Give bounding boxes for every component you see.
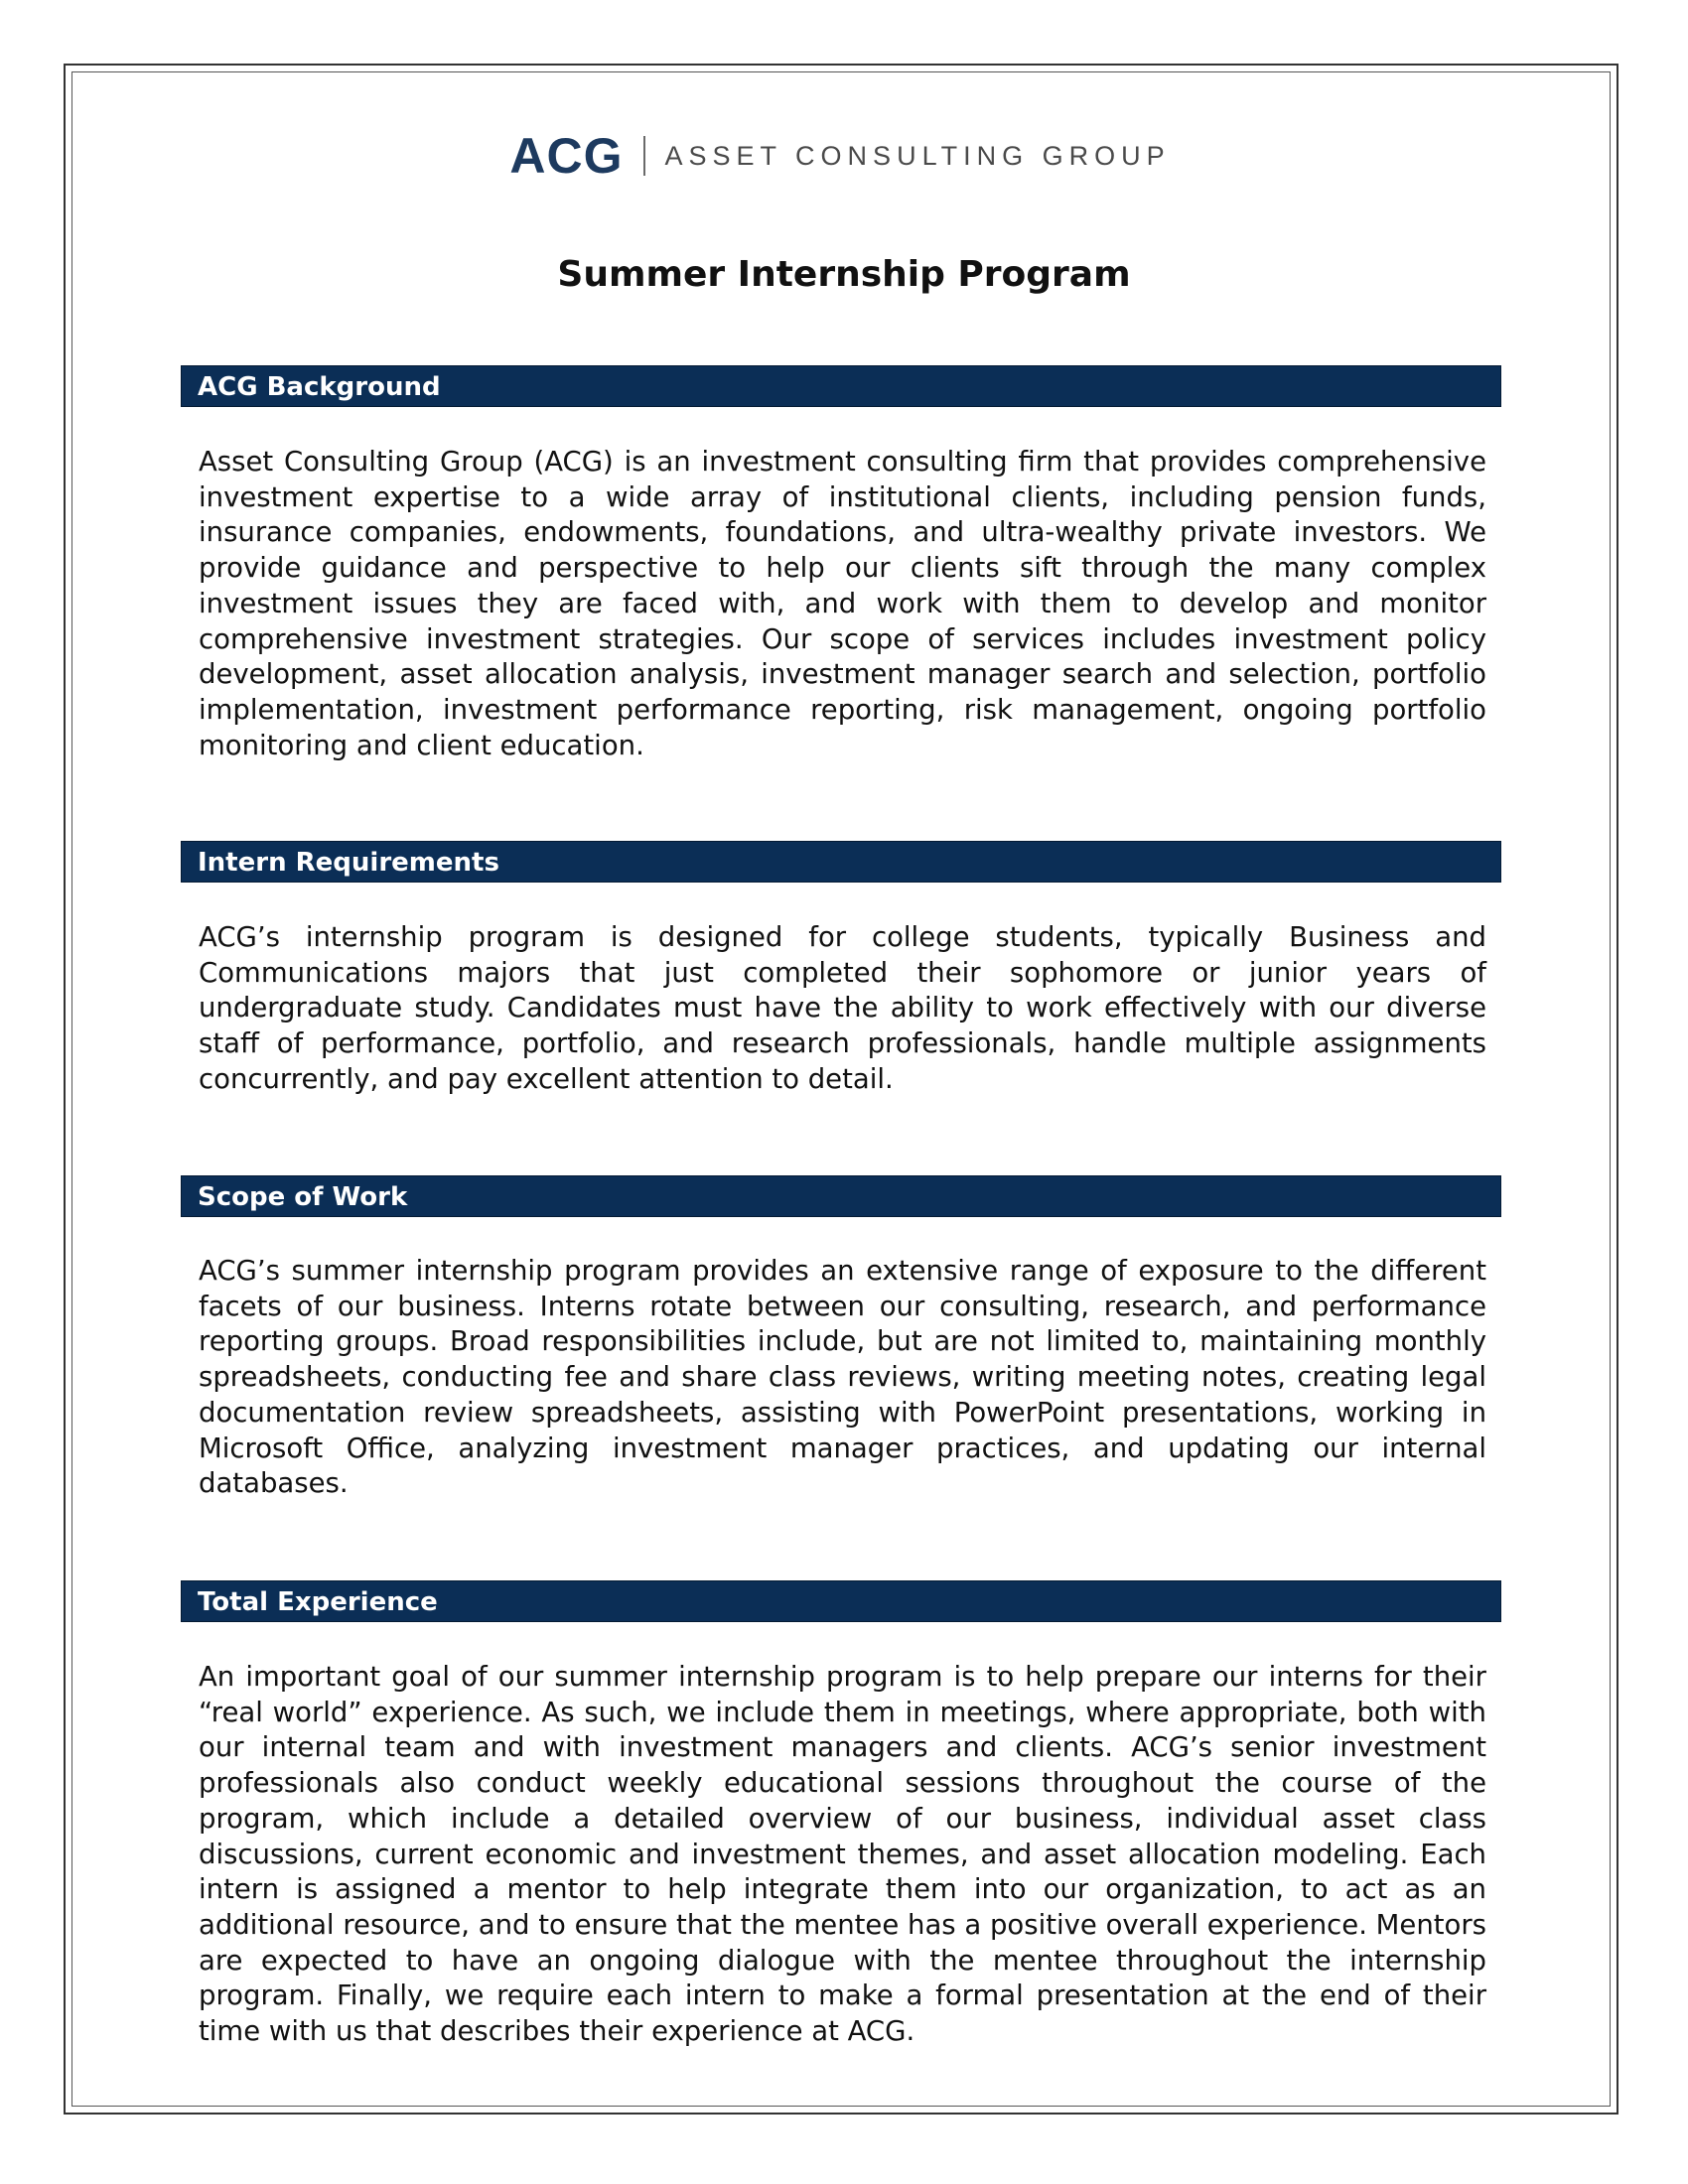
section-heading: ACG Background (198, 372, 441, 402)
section-heading: Intern Requirements (198, 848, 499, 878)
section-header-experience (181, 1580, 1501, 1622)
section-body-requirements: ACG’s internship program is designed for college students, typically Business and Communications majors that just completed their sophomore or junior years of undergraduate study. Candidates must have the ability to work effectively with our diverse staff of performance, portfolio, and research professionals, handle multiple assignments concurrently, and pay excellent attention to detail. (199, 921, 1486, 1095)
section-body-background: Asset Consulting Group (ACG) is an investment consulting firm that provides comprehensive investment expertise to a wide array of institutional clients, including pension funds, insurance companies, endowments, foundations, and ultra-wealthy private investors. We provide guidance and perspective to help our clients sift through the many complex investment issues they are faced with, and work with them to develop and monitor comprehensive investment strategies. Our scope of services includes investment policy development, asset allocation analysis, investment manager search and selection, portfolio implementation, investment performance reporting, risk management, ongoing portfolio monitoring and client education. (199, 446, 1486, 761)
section-body-experience: An important goal of our summer internship program is to help prepare our interns for their “real world” experience. As such, we include them in meetings, where appropriate, both with our internal team and with investment managers and clients. ACG’s senior investment professionals also conduct weekly educational sessions throughout the course of the program, which include a detailed overview of our business, individual asset class discussions, current economic and investment themes, and asset allocation modeling. Each intern is assigned a mentor to help integrate them into our organization, to act as an additional resource, and to ensure that the mentee has a positive overall experience. Mentors are expected to have an ongoing dialogue with the mentee throughout the internship program. Finally, we require each intern to make a formal presentation at the end of their time with us that describes their experience at ACG. (199, 1661, 1486, 2048)
section-header-background (181, 365, 1501, 407)
company-logo (0, 128, 1688, 184)
section-heading: Total Experience (198, 1587, 438, 1617)
logo-mark: ACG (509, 128, 624, 184)
logo-company-name: ASSET CONSULTING GROUP (664, 140, 1171, 171)
section-heading: Scope of Work (198, 1182, 408, 1212)
section-header-requirements (181, 841, 1501, 883)
logo-divider (643, 136, 645, 176)
section-body-scope: ACG’s summer internship program provides an extensive range of exposure to the different facets of our business. Interns rotate between our consulting, research, and performance reporting groups. Broad responsibilities include, but are not limited to, maintaining monthly spreadsheets, conducting fee and share class reviews, writing meeting notes, creating legal documentation review spreadsheets, assisting with PowerPoint presentations, working in Microsoft Office, analyzing investment manager practices, and updating our internal databases. (199, 1255, 1486, 1500)
section-header-scope (181, 1175, 1501, 1217)
document-title: Summer Internship Program (557, 254, 1131, 295)
